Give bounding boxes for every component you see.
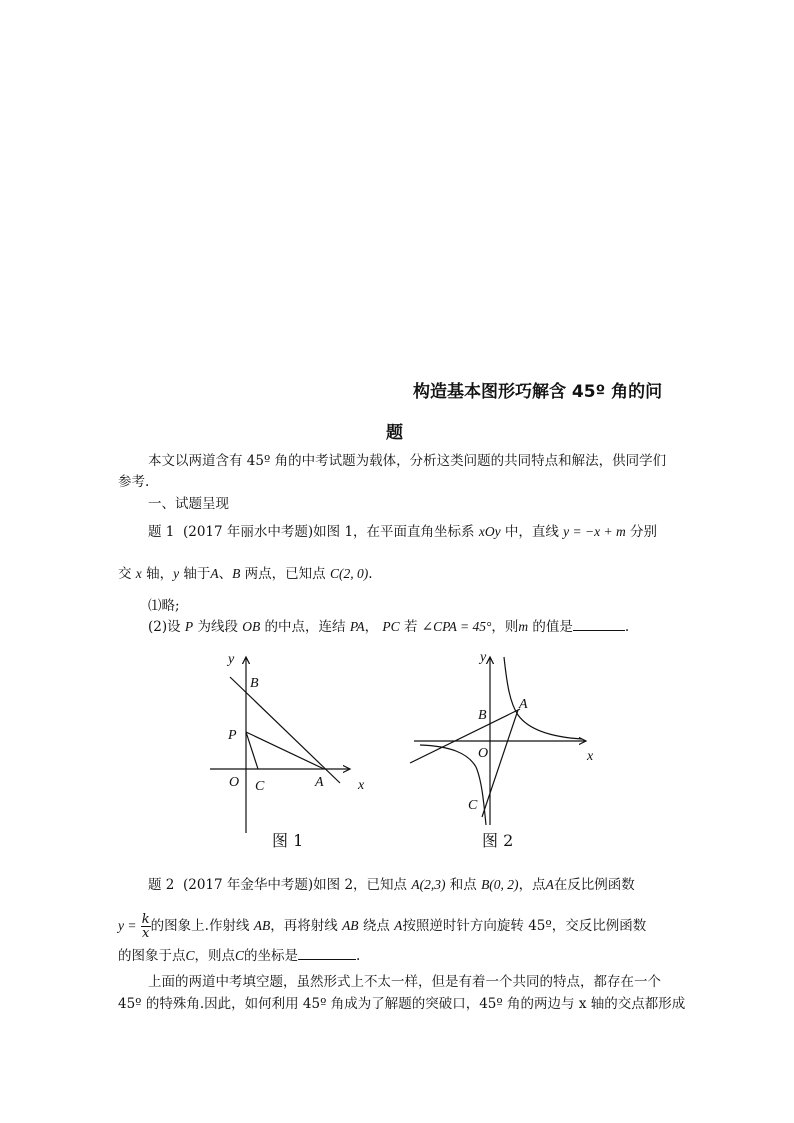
- page-title-line1: 构造基本图形巧解含 45º 角的问: [413, 382, 663, 402]
- problem1-text: 两点，已知点: [240, 566, 330, 582]
- fig2-label-y: y: [480, 650, 487, 665]
- intro-line2: 参考.: [118, 474, 150, 490]
- figure-2: [400, 645, 610, 860]
- fig1-label-p: P: [228, 728, 237, 743]
- problem1-text: 、: [218, 566, 233, 582]
- problem2-text: 的坐标是: [244, 948, 299, 964]
- problem1-label: 题 1: [148, 524, 175, 540]
- math-point-b: B(0, 2): [481, 877, 519, 892]
- math-c: C: [235, 948, 245, 963]
- fig1-label-a: A: [315, 775, 324, 790]
- fraction-numerator: k: [141, 912, 150, 927]
- math-y-equals: y =: [118, 918, 137, 933]
- section-heading: 一、试题呈现: [148, 496, 229, 512]
- math-pa: PA: [349, 619, 365, 634]
- problem1-line1: [148, 522, 657, 542]
- problem2-text: .: [356, 948, 361, 964]
- problem2-text: ，再将射线: [270, 918, 343, 934]
- problem1-line2: [118, 564, 373, 584]
- problem1-text: 中，直线: [500, 524, 564, 540]
- math-ab: AB: [253, 918, 271, 933]
- math-line-equation: y = −x + m: [563, 524, 626, 539]
- fig2-label-b: B: [478, 708, 487, 723]
- math-point-b: B: [232, 566, 241, 581]
- fig2-label-a: A: [519, 697, 528, 712]
- problem2-text: ，则点: [194, 948, 236, 964]
- figure1-caption: 图 1: [272, 831, 304, 850]
- math-p: P: [184, 619, 194, 634]
- problem1-text: .: [368, 566, 373, 582]
- problem1-text: 如图 1，在平面直角坐标系: [313, 524, 479, 540]
- problem2-text: 和点: [445, 877, 482, 893]
- math-m: m: [518, 619, 529, 634]
- segment-pc: [246, 732, 258, 769]
- math-x: x: [135, 566, 142, 581]
- math-xoy: xOy: [478, 524, 501, 539]
- problem1-text: .: [624, 619, 630, 635]
- problem2-text: 的图象上.作射线: [150, 918, 254, 934]
- analysis-line1: 上面的两道中考填空题，虽然形式上不太一样，但是有着一个共同的特点，都存在一个: [148, 974, 661, 990]
- problem1-text: 轴，: [141, 566, 174, 582]
- page-title-line2: 题: [386, 423, 403, 443]
- fig1-label-x: x: [358, 778, 365, 793]
- math-a: A: [545, 877, 554, 892]
- math-pc: PC: [382, 619, 400, 634]
- problem1-text: ，则: [491, 619, 519, 635]
- problem2-source: (2017 年金华中考题): [182, 877, 314, 893]
- ray-ac: [482, 710, 518, 817]
- problem2-text: 在反比例函数: [553, 877, 635, 893]
- fig2-label-c: C: [468, 798, 478, 813]
- fraction-denominator: x: [142, 926, 150, 941]
- fig1-label-c: C: [255, 779, 265, 794]
- segment-pa: [246, 732, 324, 769]
- problem1-text: 为线段: [193, 619, 243, 635]
- problem1-text: 分别: [625, 524, 658, 540]
- math-ab: AB: [342, 918, 359, 933]
- problem2-text: 的图象于点: [118, 948, 186, 964]
- hyperbola-branch-2: [420, 745, 489, 825]
- math-angle: ∠CPA = 45°: [421, 619, 492, 634]
- problem2-text: 如图 2，已知点: [313, 877, 412, 893]
- problem1-text: 轴于: [179, 566, 211, 582]
- math-c: C: [185, 948, 195, 963]
- math-a: A: [394, 918, 403, 933]
- problem1-part1: ⑴略;: [148, 598, 180, 614]
- answer-blank: [298, 947, 356, 960]
- problem2-label: 题 2: [148, 877, 175, 893]
- fig1-label-b: B: [250, 676, 259, 691]
- problem2-line3: [118, 946, 360, 966]
- analysis-line2: 45º 的特殊角.因此，如何利用 45º 角成为了解题的突破口，45º 角的两边与 x 轴的交点都形成: [118, 996, 686, 1012]
- problem1-text: 若: [399, 619, 422, 635]
- math-fraction-k-over-x: [141, 913, 151, 940]
- math-y: y: [173, 566, 180, 581]
- fig1-label-o: O: [229, 775, 240, 790]
- problem2-text: ，点: [518, 877, 546, 893]
- fig2-label-o: O: [478, 746, 489, 761]
- fig2-label-x: x: [587, 749, 594, 764]
- answer-blank: [573, 618, 625, 631]
- problem1-text: 的中点，连结: [260, 619, 350, 635]
- problem1-text: 交: [118, 566, 136, 582]
- problem1-text: ，: [364, 619, 383, 635]
- problem1-text: 的值是: [528, 619, 573, 635]
- math-point-c: C(2, 0): [329, 566, 369, 581]
- problem2-line2: [118, 913, 646, 940]
- figure2-caption: 图 2: [482, 831, 514, 850]
- hyperbola-branch-1: [504, 657, 582, 739]
- math-point-a: A(2,3): [411, 877, 446, 892]
- problem1-source: (2017 年丽水中考题): [182, 524, 314, 540]
- fig1-label-y: y: [228, 652, 235, 667]
- intro-line1: 本文以两道含有 45º 角的中考试题为载体，分析这类问题的共同特点和解法，供同学们: [148, 453, 667, 469]
- problem2-line1: [148, 875, 635, 895]
- problem1-part2: [148, 617, 629, 637]
- math-point-a: A: [210, 566, 219, 581]
- problem2-text: 按照逆时针方向旋转 45º，交反比例函数: [402, 918, 647, 934]
- problem2-text: 绕点: [358, 918, 395, 934]
- math-ob: OB: [242, 619, 261, 634]
- problem1-text: (2)设: [148, 619, 185, 635]
- figure-1: [200, 645, 380, 860]
